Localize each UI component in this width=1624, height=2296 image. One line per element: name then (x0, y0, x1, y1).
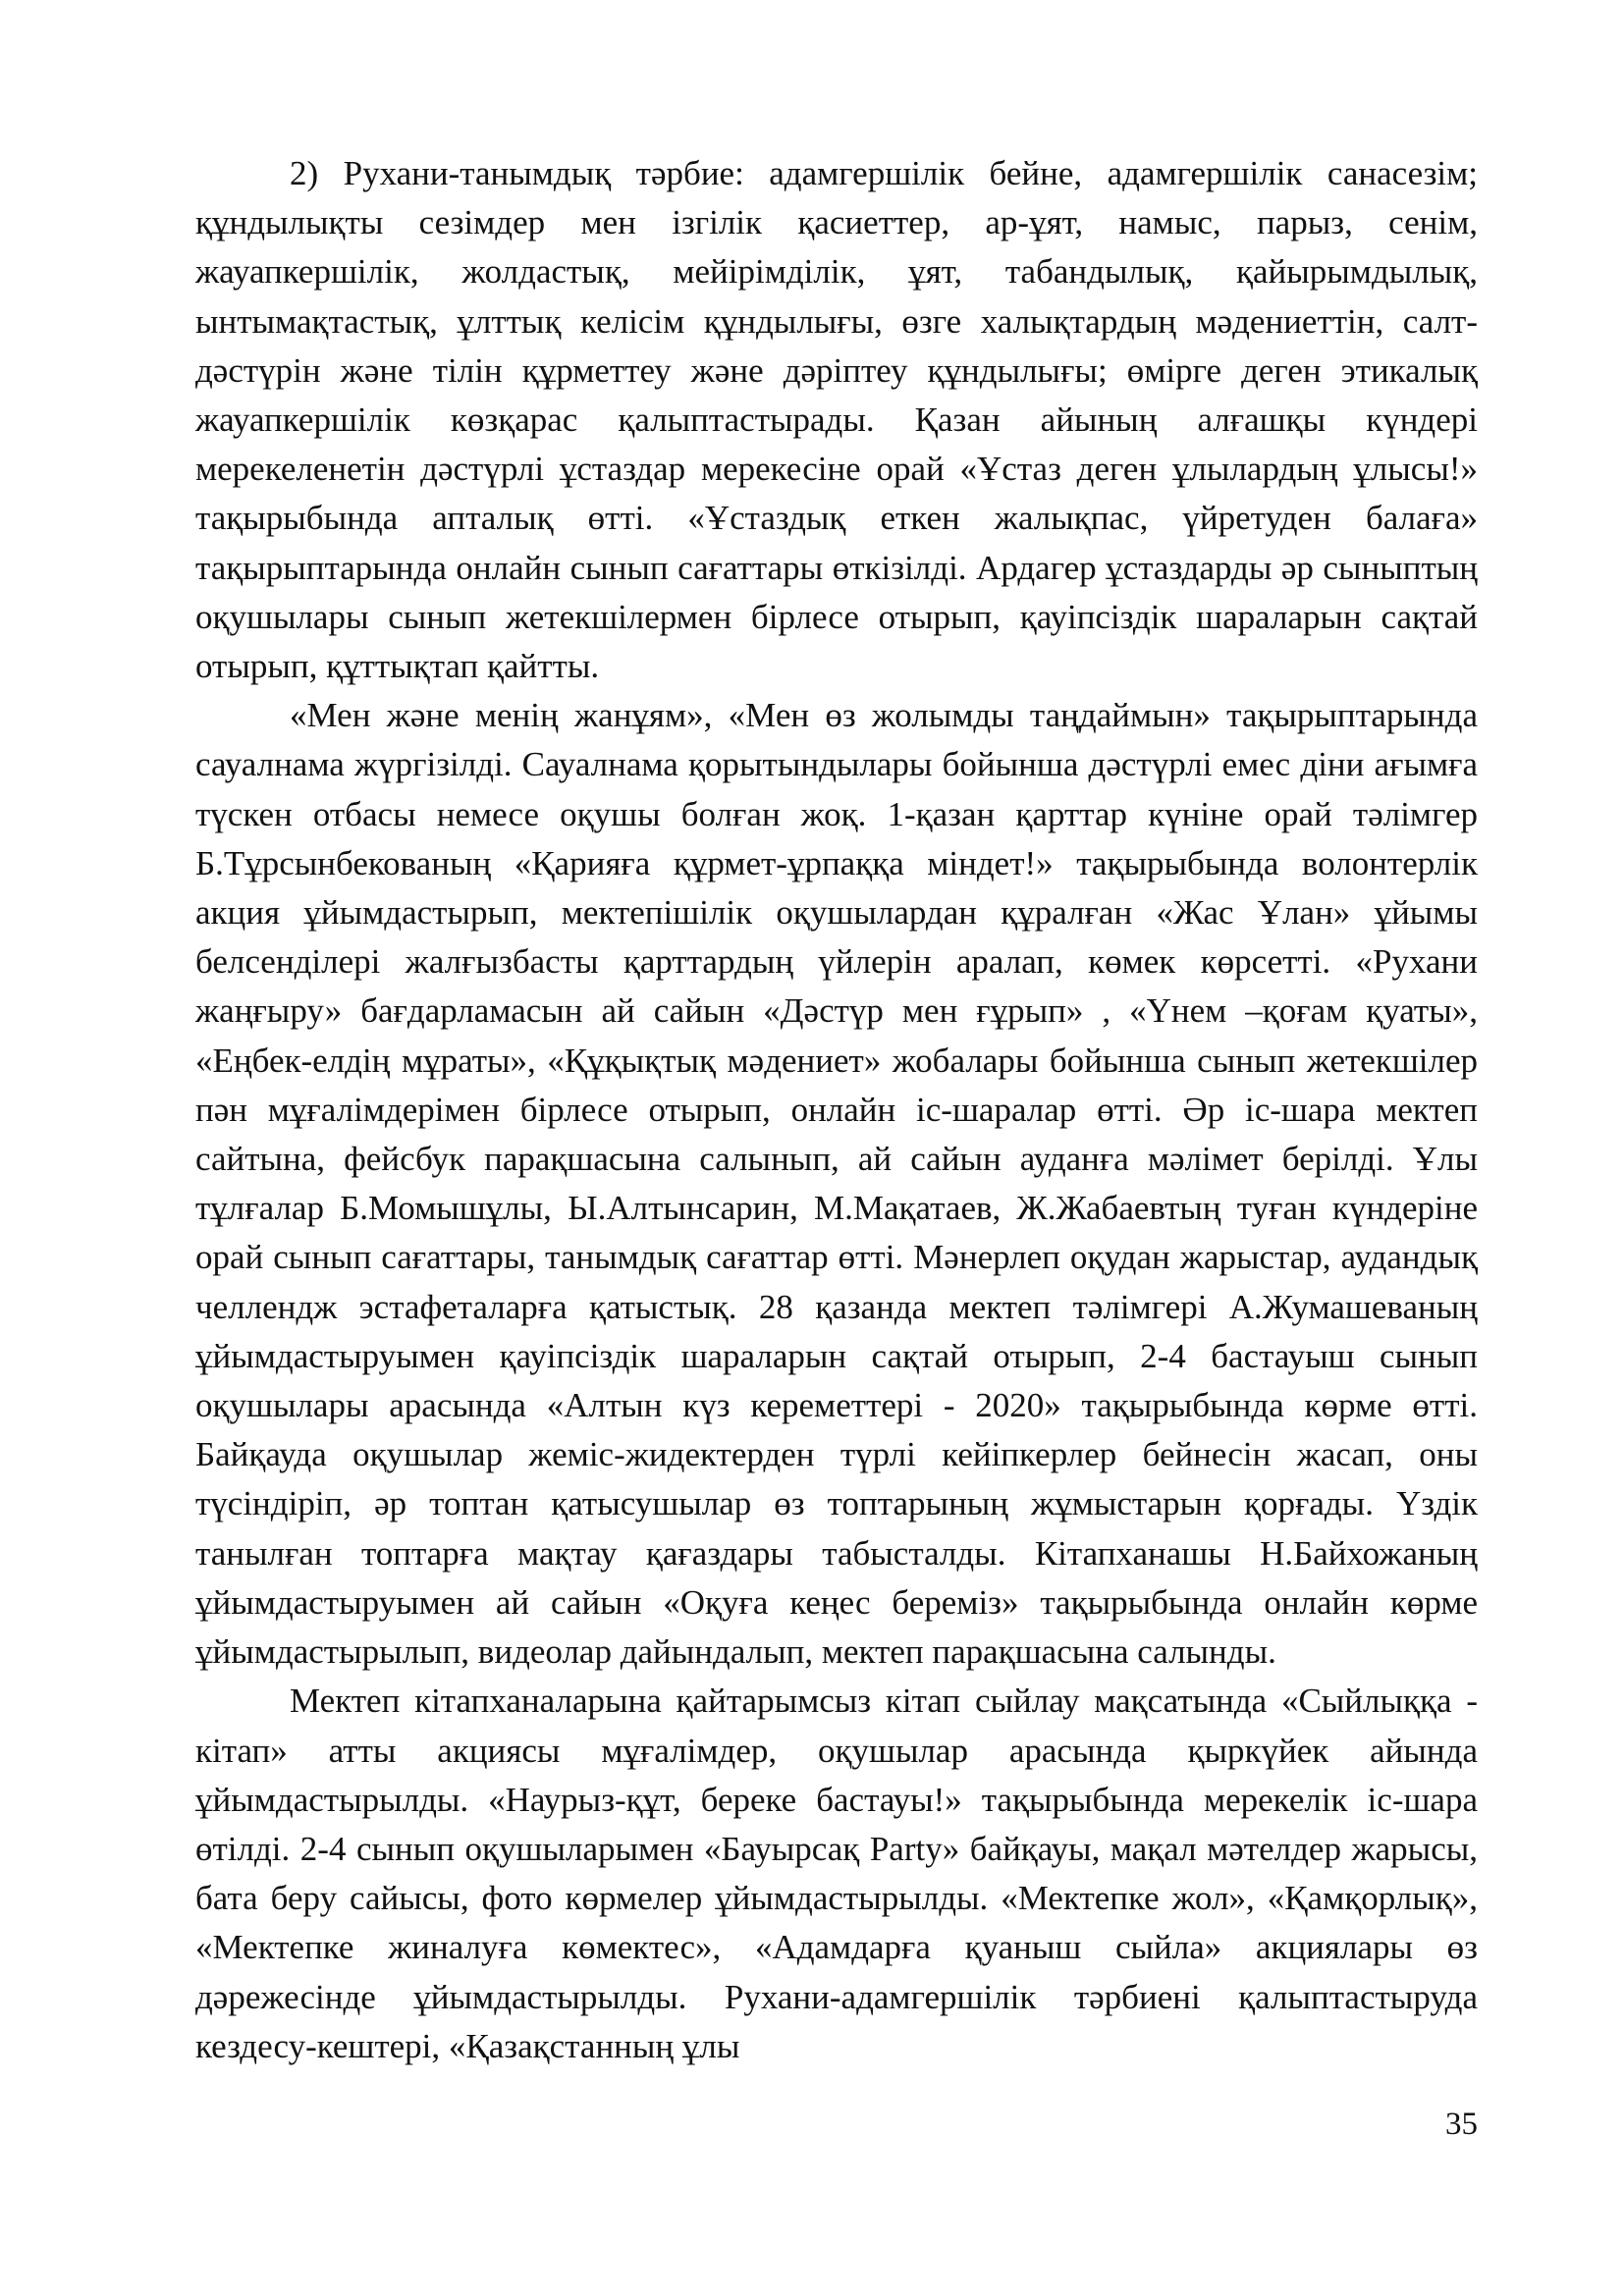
page-body (195, 149, 1478, 2071)
paragraph-library-actions: Мектеп кітапханаларына қайтарымсыз кітап сыйлау мақсатында «Сыйлыққа - кітап» атты акциясы мұғалімдер, оқушылар арасында қыркүйек айында ұйымдастырылды. «Наурыз-құт, береке бастауы!» тақырыбында мерекелік іс-шара өтілді. 2-4 сынып оқушыларымен «Бауырсақ Party» байқауы, мақал мәтелдер жарысы, бата беру сайысы, фото көрмелер ұйымдастырылды. «Мектепке жол», «Қамқорлық», «Мектепке жиналуға көмектес», «Адамдарға қуаныш сыйла» акциялары өз дәрежесінде ұйымдастырылды. Рухани-адамгершілік тәрбиені қалыптастыруда кездесу-кештері, «Қазақстанның ұлы (195, 1682, 1478, 2065)
paragraph-surveys-and-events: «Мен және менің жанұям», «Мен өз жолымды таңдаймын» тақырыптарында сауалнама жүргізілді. Сауалнама қорытындылары бойынша дәстүрлі емес діни ағымға түскен отбасы немесе оқушы болған жоқ. 1-қазан қарттар күніне орай тәлімгер Б.Тұрсынбекованың «Қарияға құрмет-ұрпаққа міндет!» тақырыбында волонтерлік акция ұйымдастырып, мектепішілік оқушылардан құралған «Жас Ұлан» ұйымы белсенділері жалғызбасты қарттардың үйлерін аралап, көмек көрсетті. «Рухани жаңғыру» бағдарламасын ай сайын «Дәстүр мен ғұрып» , «Үнем –қоғам қуаты», «Еңбек-елдің мұраты», «Құқықтық мәдениет» жобалары бойынша сынып жетекшілер пән мұғалімдерімен бірлесе отырып, онлайн іс-шаралар өтті. Әр іс-шара мектеп сайтына, фейсбук парақшасына салынып, ай сайын ауданға мәлімет берілді. Ұлы тұлғалар Б.Момышұлы, Ы.Алтынсарин, М.Мақатаев, Ж.Жабаевтың туған күндеріне орай сынып сағаттары, танымдық сағаттар өтті. Мәнерлеп оқудан жарыстар, аудандық челлендж эстафеталарға қатыстық. 28 қазанда мектеп тәлімгері А.Жумашеваның ұйымдастыруымен қауіпсіздік шараларын сақтай отырып, 2-4 бастауыш сынып оқушылары арасында «Алтын күз кереметтері - 2020» тақырыбында көрме өтті. Байқауда оқушылар жеміс-жидектерден түрлі кейіпкерлер бейнесін жасап, оны түсіндіріп, әр топтан қатысушылар өз топтарының жұмыстарын қорғады. Үздік танылған топтарға мақтау қағаздары табысталды. Кітапханашы Н.Байхожаның ұйымдастыруымен ай сайын «Оқуға кеңес береміз» тақырыбында онлайн көрме ұйымдастырылып, видеолар дайындалып, мектеп парақшасына салынды. (195, 696, 1478, 1672)
paragraph-spiritual-education: 2) Рухани-танымдық тәрбие: адамгершілік бейне, адамгершілік санасезім; құндылықты сезімдер мен ізгілік қасиеттер, ар-ұят, намыс, парыз, сенім, жауапкершілік, жолдастық, мейірімділік, ұят, табандылық, қайырымдылық, ынтымақтастық, ұлттық келісім құндылығы, өзге халықтардың мәдениеттін, салт-дәстүрін және тілін құрметтеу және дәріптеу құндылығы; өмірге деген этикалық жауапкершілік көзқарас қалыптастырады. Қазан айының алғашқы күндері мерекеленетін дәстүрлі ұстаздар мерекесіне орай «Ұстаз деген ұлылардың ұлысы!» тақырыбында апталық өтті. «Ұстаздық еткен жалықпас, үйретуден балаға» тақырыптарында онлайн сынып сағаттары өткізілді. Ардагер ұстаздарды әр сыныптың оқушылары сынып жетекшілермен бірлесе отырып, қауіпсіздік шараларын сақтай отырып, құттықтап қайтты. (195, 154, 1478, 686)
page-number: 35 (1445, 2107, 1478, 2142)
